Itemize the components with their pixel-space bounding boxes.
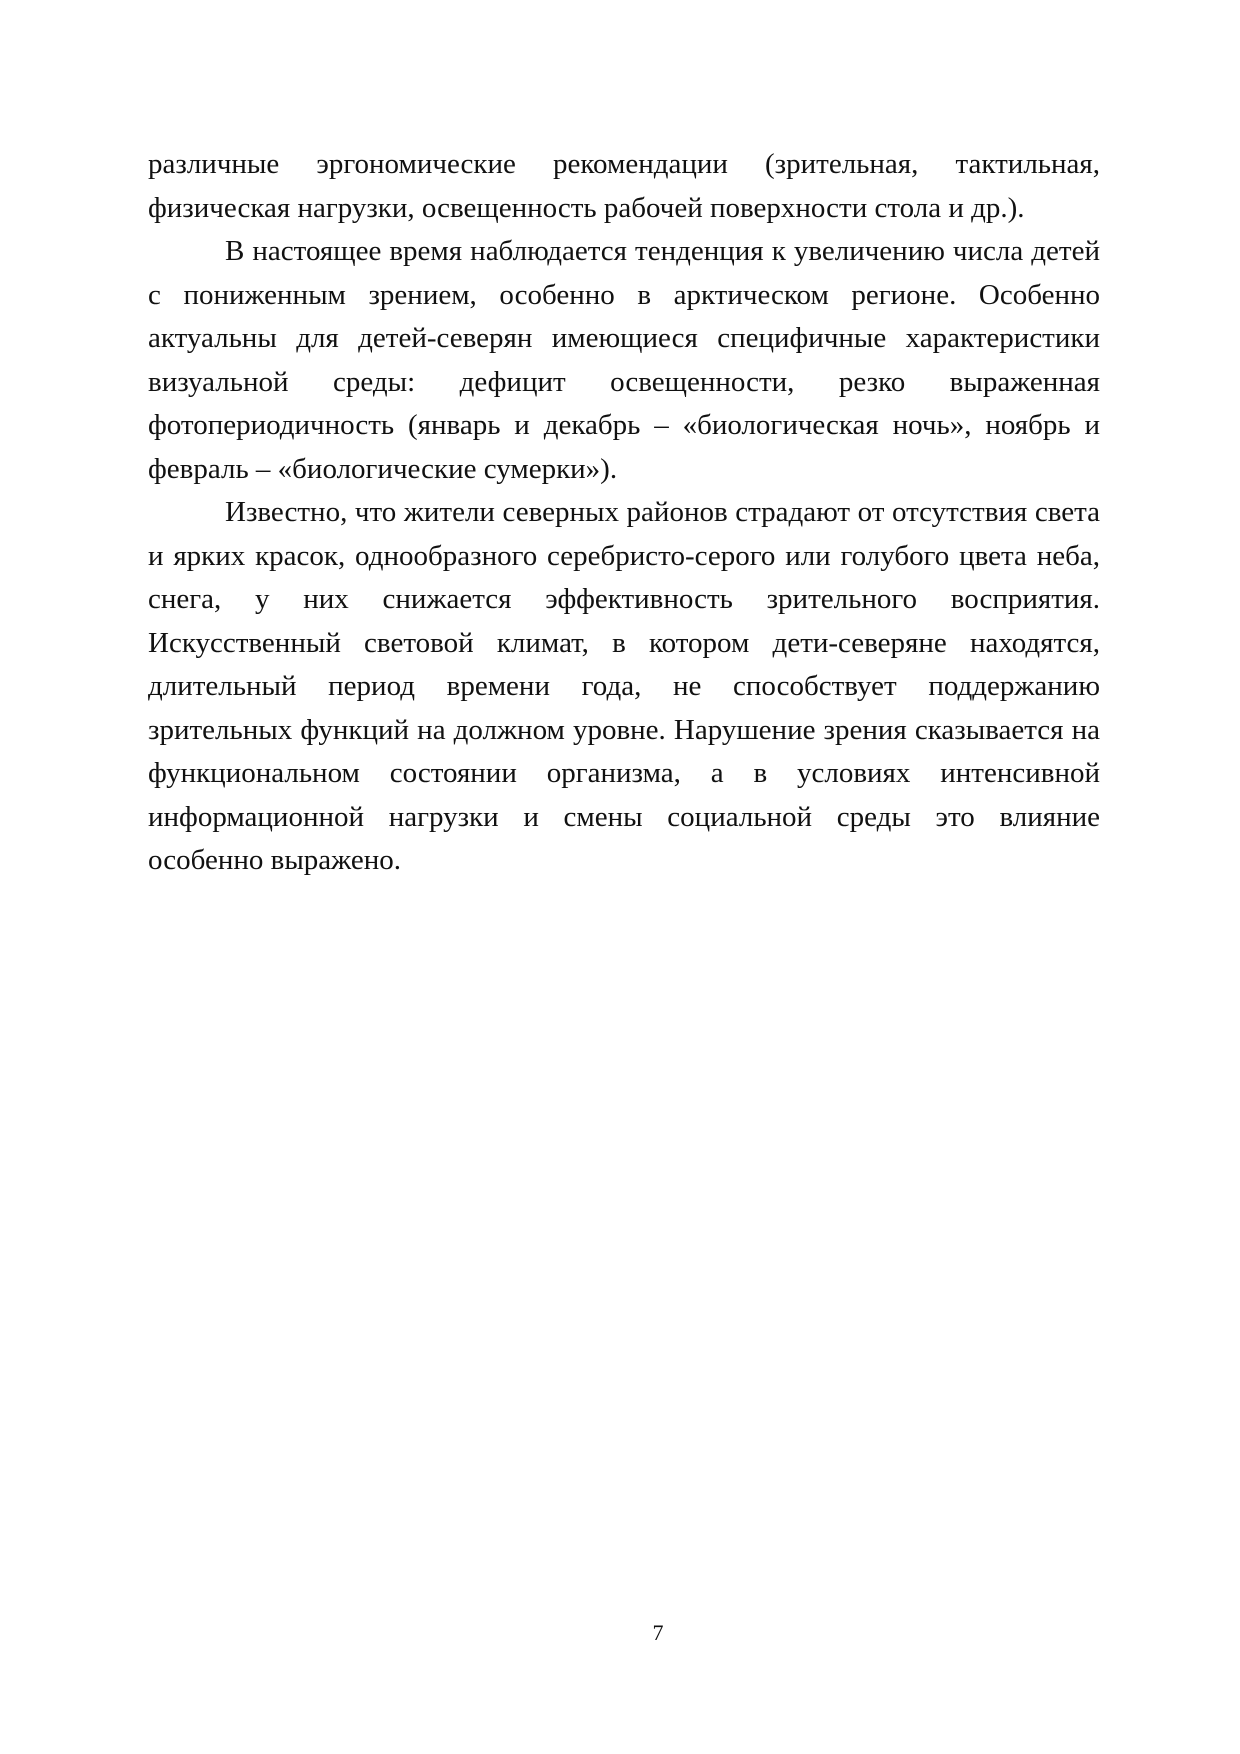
paragraph-vision-trend: В настоящее время наблюдается тенденция к увеличению числа детей с пониженным зрением, особенно в арктическом регионе. Особенно актуальны для детей-северян имеющиеся специфичные характеристики визуальной среды: дефицит освещенности, резко выраженная фотопериодичность (январь и декабрь – «биологическая ночь», ноябрь и февраль – «биологические сумерки»). xyxy=(148,235,1100,485)
paragraph-northern-residents: Известно, что жители северных районов страдают от отсутствия света и ярких красок, однообразного серебристо-серого или голубого цвета неба, снега, у них снижается эффективность зрительного восприятия. Искусственный световой климат, в котором дети-северяне находятся, длительный период времени года, не способствует поддержанию зрительных функций на должном уровне. Нарушение зрения сказывается на функциональном состоянии организма, а в условиях интенсивной информационной нагрузки и смены социальной среды это влияние особенно выражено. xyxy=(148,496,1100,876)
paragraph-continuation: различные эргономические рекомендации (зрительная, тактильная, физическая нагрузки, освещенность рабочей поверхности стола и др.). xyxy=(148,148,1100,224)
page-number: 7 xyxy=(652,1620,664,1645)
body-text xyxy=(148,143,1100,883)
